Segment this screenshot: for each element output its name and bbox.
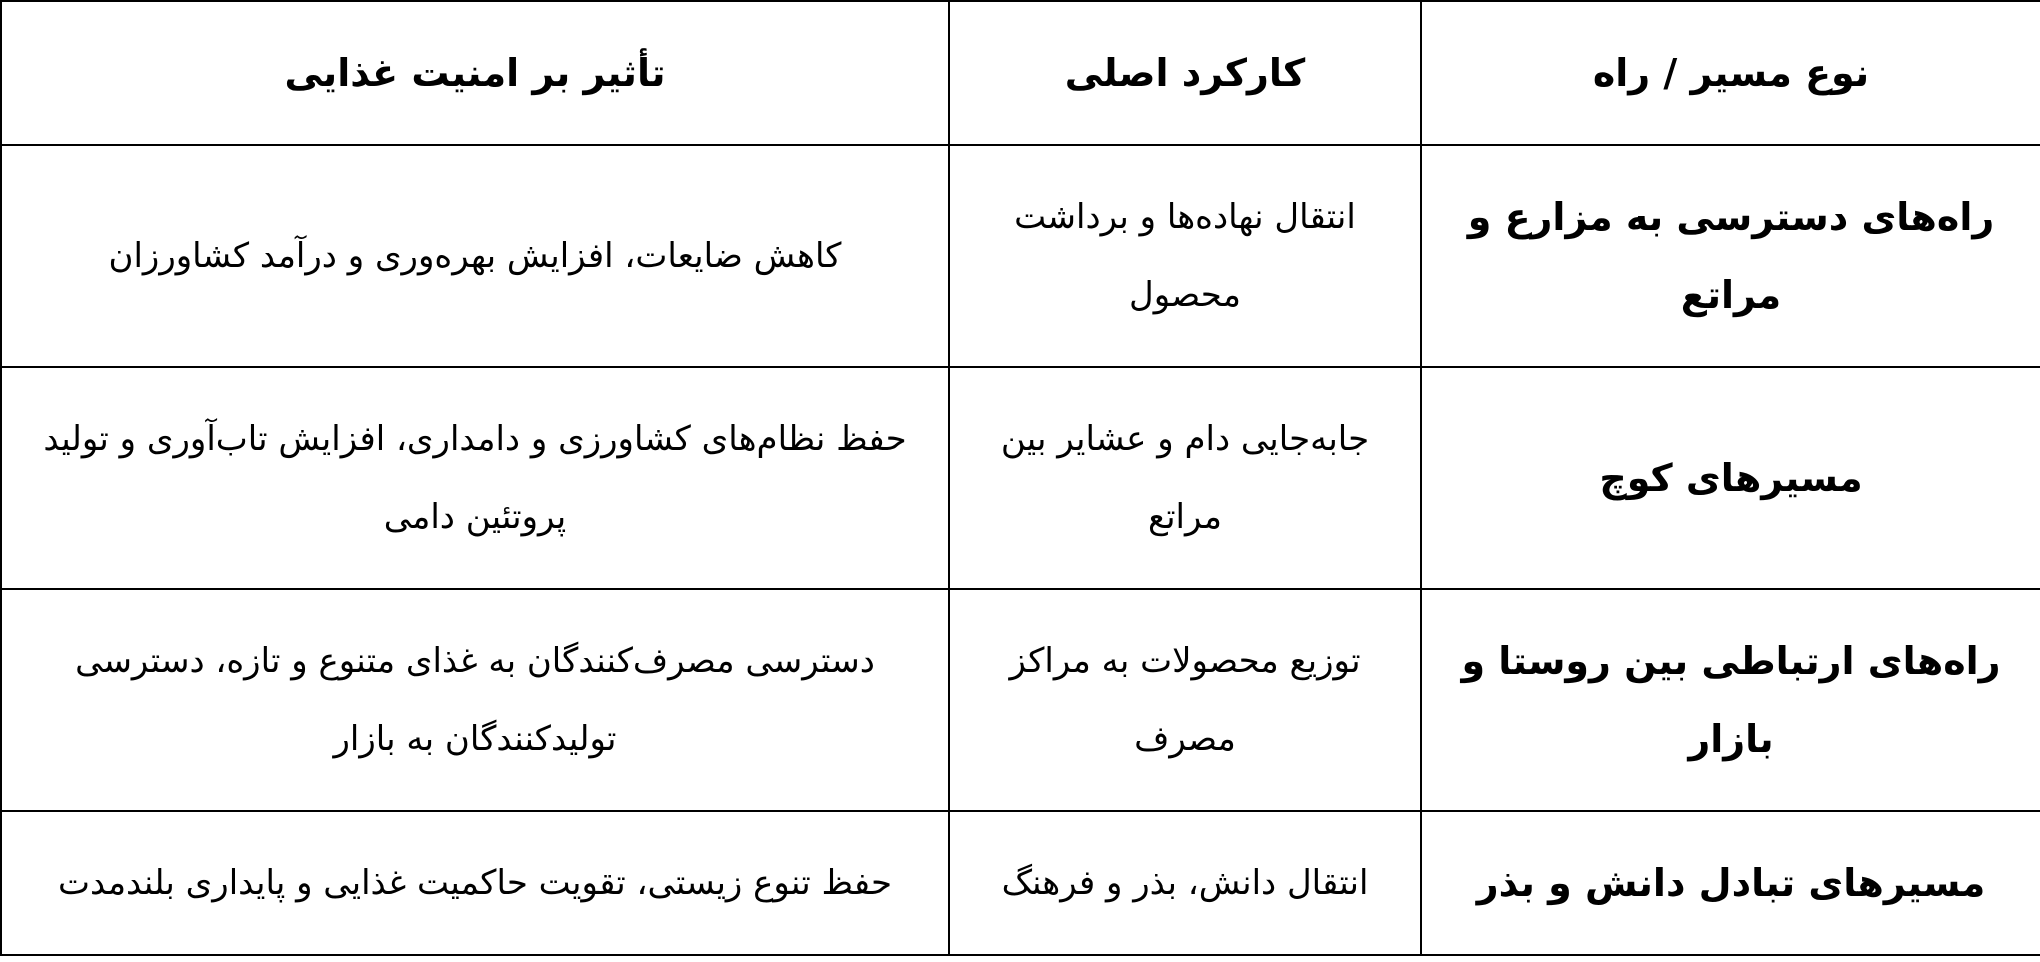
route-type-cell: راه‌های ارتباطی بین روستا و بازار	[1421, 589, 2040, 811]
impact-cell: کاهش ضایعات، افزایش بهره‌وری و درآمد کشاورزان	[1, 145, 949, 367]
function-cell: توزیع محصولات به مراکز مصرف	[949, 589, 1421, 811]
impact-cell: حفظ تنوع زیستی، تقویت حاکمیت غذایی و پایداری بلندمدت	[1, 811, 949, 955]
route-type-cell: راه‌های دسترسی به مزارع و مراتع	[1421, 145, 2040, 367]
table-row	[1, 367, 2040, 589]
header-main-function: کارکرد اصلی	[949, 1, 1421, 145]
table-row	[1, 145, 2040, 367]
header-route-type: نوع مسیر / راه	[1421, 1, 2040, 145]
impact-cell: دسترسی مصرف‌کنندگان به غذای متنوع و تازه، دسترسی تولیدکنندگان به بازار	[1, 589, 949, 811]
header-food-security-impact: تأثیر بر امنیت غذایی	[1, 1, 949, 145]
function-cell: انتقال نهاده‌ها و برداشت محصول	[949, 145, 1421, 367]
impact-cell: حفظ نظام‌های کشاورزی و دامداری، افزایش تاب‌آوری و تولید پروتئین دامی	[1, 367, 949, 589]
table-header-row	[1, 1, 2040, 145]
table-row	[1, 811, 2040, 955]
route-type-cell: مسیرهای کوچ	[1421, 367, 2040, 589]
function-cell: جابه‌جایی دام و عشایر بین مراتع	[949, 367, 1421, 589]
function-cell: انتقال دانش، بذر و فرهنگ	[949, 811, 1421, 955]
route-type-cell: مسیرهای تبادل دانش و بذر	[1421, 811, 2040, 955]
table-row	[1, 589, 2040, 811]
